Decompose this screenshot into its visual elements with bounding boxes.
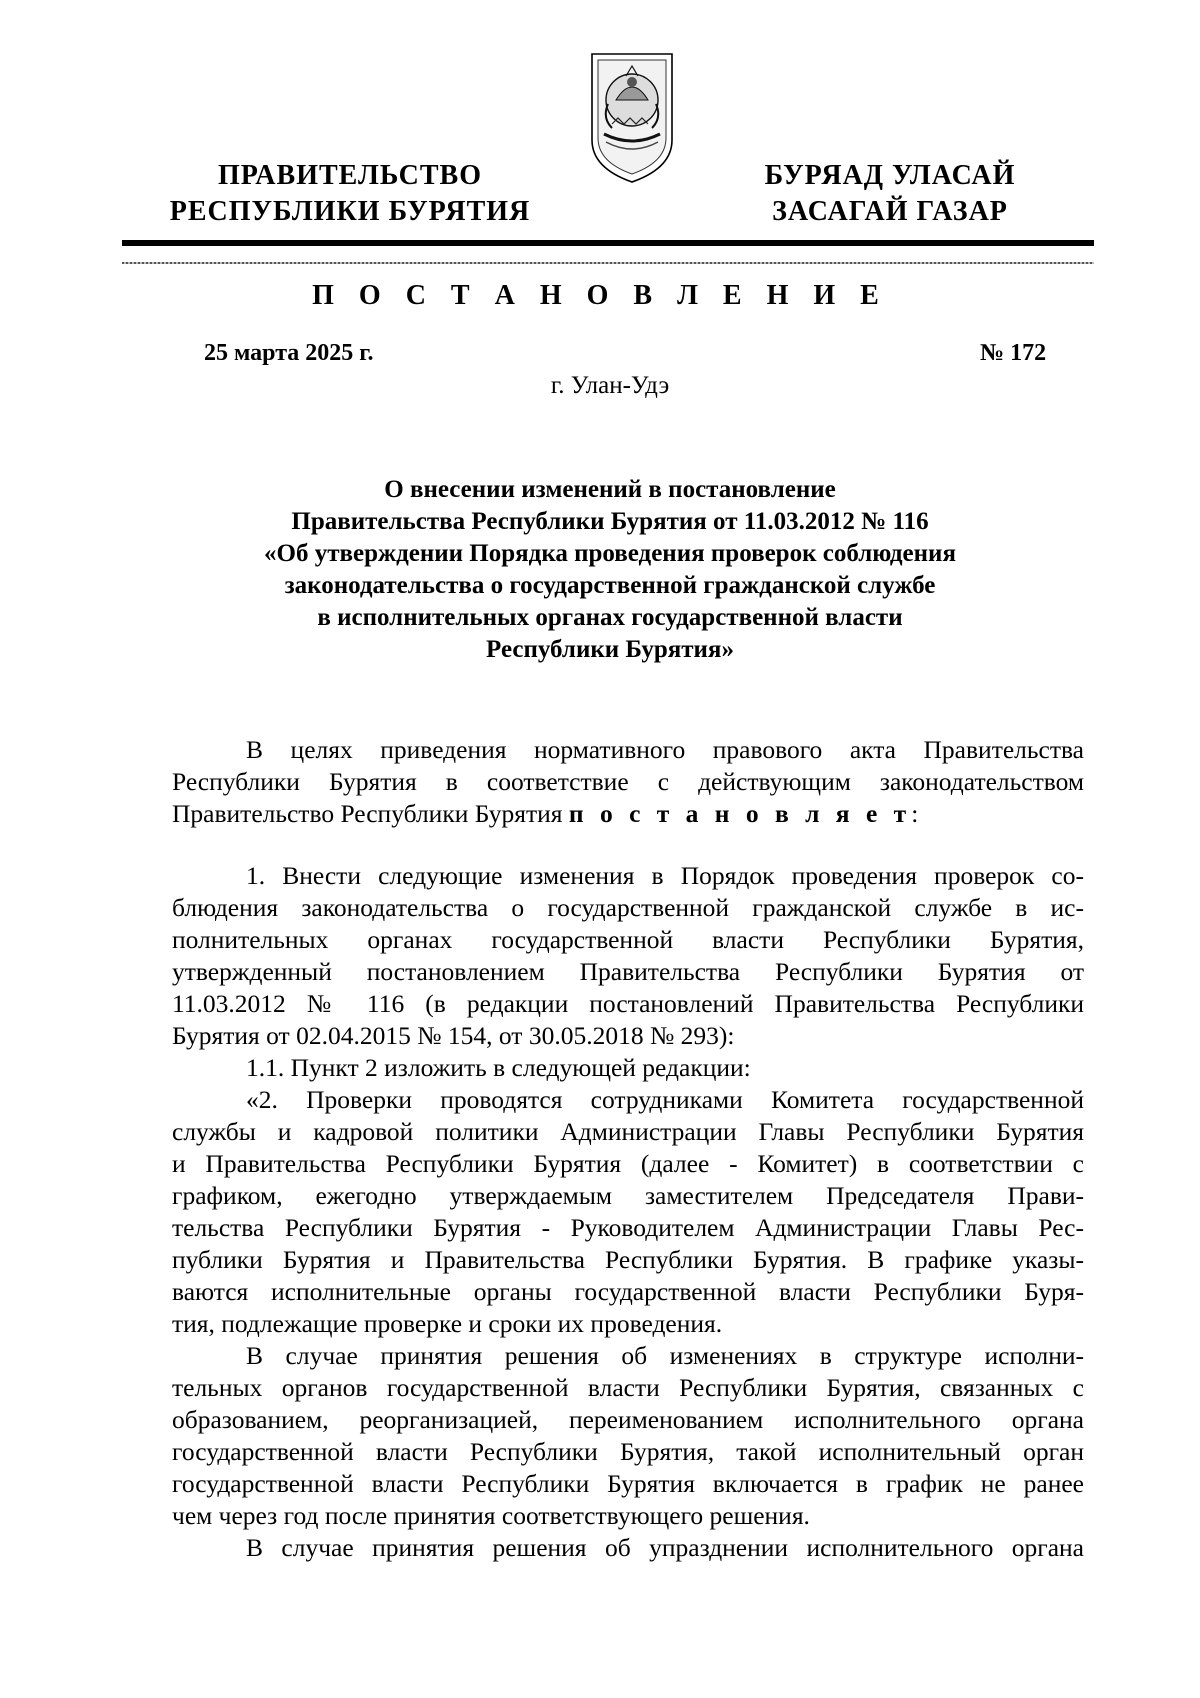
- body-line: публики Бурятия и Правительства Республики Бурятия. В графике указы-: [172, 1245, 1084, 1274]
- header-divider-thick: [122, 240, 1094, 246]
- body-line: ваются исполнительные органы государственной власти Республики Буря-: [172, 1277, 1084, 1306]
- body-line: полнительных органах государственной власти Республики Бурятия,: [172, 925, 1084, 954]
- body-line: «2. Проверки проводятся сотрудниками Комитета государственной: [246, 1085, 1084, 1114]
- body-line: тельных органов государственной власти Республики Бурятия, связанных с: [172, 1373, 1084, 1402]
- body-line: В случае принятия решения об упразднении исполнительного органа: [246, 1533, 1084, 1562]
- document-title: [200, 474, 1020, 666]
- body-line: образованием, реорганизацией, переименованием исполнительного органа: [172, 1405, 1084, 1434]
- header-left: [150, 158, 550, 230]
- header-left-line2: РЕСПУБЛИКИ БУРЯТИЯ: [169, 196, 531, 227]
- header-right: [720, 158, 1060, 230]
- header-right-line2: ЗАСАГАЙ ГАЗАР: [772, 196, 1008, 227]
- body-line: блюдения законодательства о государственной гражданской службе в ис-: [172, 893, 1084, 922]
- preamble-decree-line: [172, 798, 1084, 830]
- header-left-line1: ПРАВИТЕЛЬСТВО: [218, 160, 482, 191]
- title-line: Республики Бурятия»: [486, 636, 734, 663]
- body-line: государственной власти Республики Бурятия включается в график не ранее: [172, 1469, 1084, 1498]
- body-line: 1. Внести следующие изменения в Порядок проведения проверок со-: [246, 861, 1084, 890]
- body-line: Республики Бурятия в соответствие с действующим законодательством: [172, 767, 1084, 796]
- preamble-start: Правительство Республики Бурятия: [172, 799, 563, 828]
- body-line: службы и кадровой политики Администрации Главы Республики Бурятия: [172, 1117, 1084, 1146]
- body-line: тия, подлежащие проверке и сроки их проведения.: [172, 1309, 723, 1338]
- preamble-end: :: [911, 799, 919, 828]
- title-line: О внесении изменений в постановление: [384, 476, 836, 503]
- body-line: и Правительства Республики Бурятия (далее - Комитет) в соответствии с: [172, 1149, 1084, 1178]
- document-city: г. Улан-Удэ: [550, 372, 670, 399]
- header-divider-thin: [122, 262, 1094, 264]
- body-line: 1.1. Пункт 2 изложить в следующей редакции:: [246, 1053, 751, 1082]
- header-right-line1: БУРЯАД УЛАСАЙ: [764, 160, 1016, 191]
- title-line: законодательства о государственной гражданской службе: [284, 572, 936, 599]
- body-line: В целях приведения нормативного правового акта Правительства: [246, 735, 1084, 764]
- body-line: государственной власти Республики Бурятия, такой исполнительный орган: [172, 1437, 1084, 1466]
- body-line: В случае принятия решения об изменениях в структуре исполни-: [246, 1341, 1084, 1370]
- document-number: № 172: [980, 340, 1047, 366]
- decree-word: п о с т а н о в л я е т: [568, 799, 912, 828]
- body-line: графиком, ежегодно утверждаемым заместителем Председателя Прави-: [172, 1181, 1084, 1210]
- body-line: чем через год после принятия соответствующего решения.: [172, 1501, 810, 1530]
- title-line: в исполнительных органах государственной власти: [317, 604, 903, 631]
- title-line: Правительства Республики Бурятия от 11.03.2012 № 116: [291, 508, 929, 535]
- body-line: 11.03.2012 № 116 (в редакции постановлений Правительства Республики: [172, 989, 1084, 1018]
- document-date: 25 марта 2025 г.: [204, 340, 374, 366]
- document-body: [172, 734, 1084, 1564]
- title-line: «Об утверждении Порядка проведения проверок соблюдения: [264, 540, 956, 567]
- coat-of-arms-icon: [582, 48, 682, 188]
- body-line: утвержденный постановлением Правительства Республики Бурятия от: [172, 957, 1084, 986]
- document-type: П О С Т А Н О В Л Е Н И Е: [312, 280, 888, 311]
- body-line: Бурятия от 02.04.2015 № 154, от 30.05.2018 № 293):: [172, 1021, 735, 1050]
- body-line: тельства Республики Бурятия - Руководителем Администрации Главы Рес-: [172, 1213, 1084, 1242]
